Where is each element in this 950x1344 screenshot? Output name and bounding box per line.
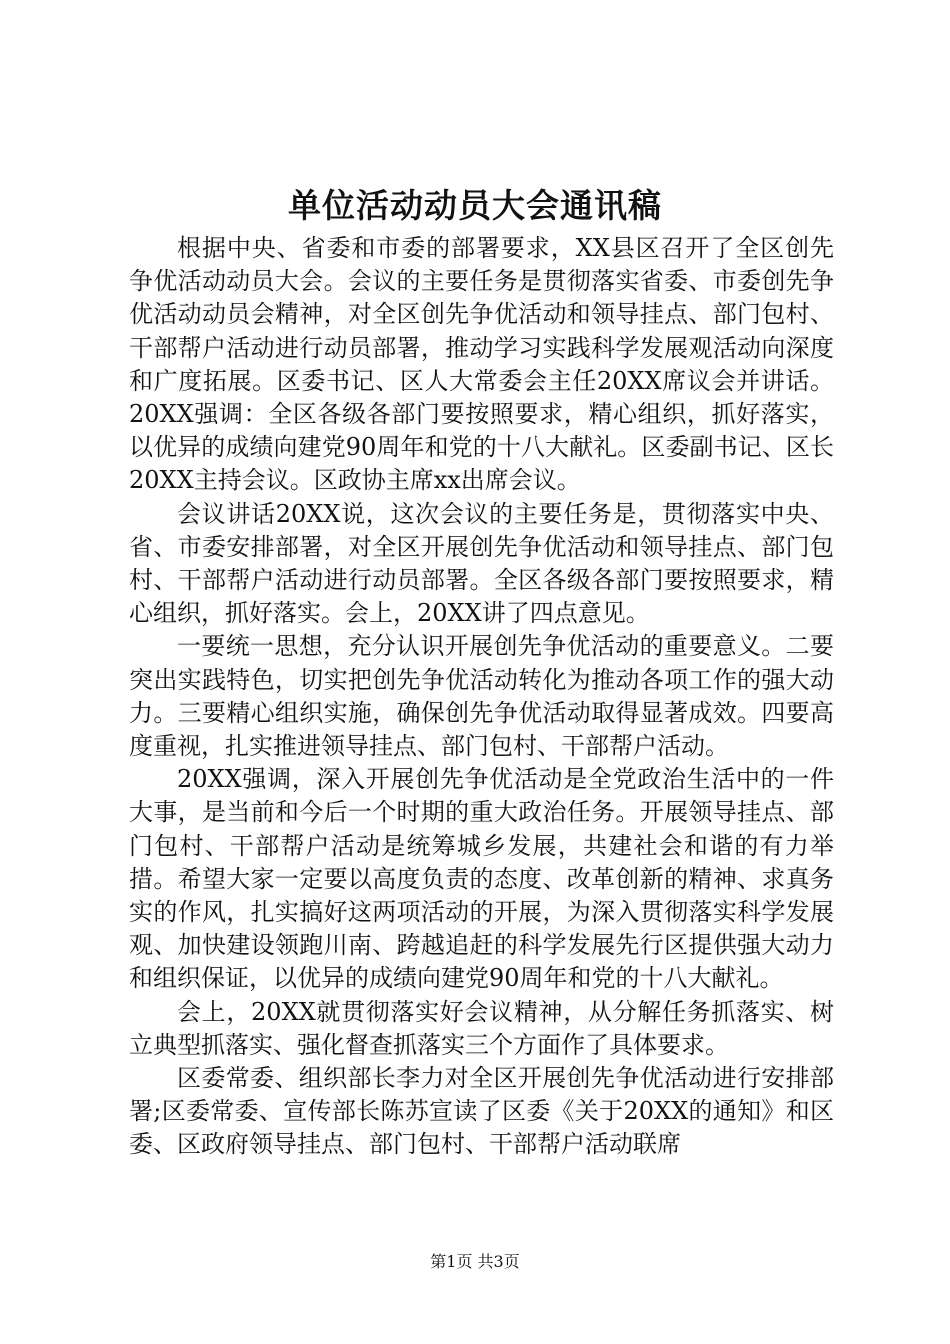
paragraph-4: 20XX强调，深入开展创先争优活动是全党政治生活中的一件大事，是当前和今后一个时期的重大政治任务。开展领导挂点、部门包村、干部帮户活动是统筹城乡发展，共建社会和谐的有力举措。希望大家一定要以高度负责的态度、改革创新的精神、求真务实的作风，扎实搞好这两项活动的开展，为深入贯彻落实科学发展观、加快建设领跑川南、跨越追赶的科学发展先行区提供强大动力和组织保证，以优异的成绩向建党90周年和党的十八大献礼。 — [129, 765, 834, 993]
page-number: 第1页 共3页 — [430, 1252, 520, 1271]
document-title: 单位活动动员大会通讯稿 — [288, 186, 662, 225]
paragraph-2: 会议讲话20XX说，这次会议的主要任务是，贯彻落实中央、省、市委安排部署，对全区开展创先争优活动和领导挂点、部门包村、干部帮户活动进行动员部署。全区各级各部门要按照要求，精心组织，抓好落实。会上，20XX讲了四点意见。 — [129, 499, 834, 628]
paragraph-3: 一要统一思想，充分认识开展创先争优活动的重要意义。二要突出实践特色，切实把创先争优活动转化为推动各项工作的强大动力。三要精心组织实施，确保创先争优活动取得显著成效。四要高度重视，扎实推进领导挂点、部门包村、干部帮户活动。 — [129, 632, 834, 761]
document-body — [129, 232, 834, 1162]
paragraph-1: 根据中央、省委和市委的部署要求，XX县区召开了全区创先争优活动动员大会。会议的主要任务是贯彻落实省委、市委创先争优活动动员会精神，对全区创先争优活动和领导挂点、部门包村、干部帮户活动进行动员部署，推动学习实践科学发展观活动向深度和广度拓展。区委书记、区人大常委会主任20XX席议会并讲话。20XX强调：全区各级各部门要按照要求，精心组织，抓好落实，以优异的成绩向建党90周年和党的十八大献礼。区委副书记、区长20XX主持会议。区政协主席xx出席会议。 — [129, 234, 834, 495]
paragraph-6: 区委常委、组织部长李力对全区开展创先争优活动进行安排部署;区委常委、宣传部长陈苏宣读了区委《关于20XX的通知》和区委、区政府领导挂点、部门包村、干部帮户活动联席 — [129, 1064, 834, 1159]
paragraph-5: 会上，20XX就贯彻落实好会议精神，从分解任务抓落实、树立典型抓落实、强化督查抓落实三个方面作了具体要求。 — [129, 997, 834, 1059]
